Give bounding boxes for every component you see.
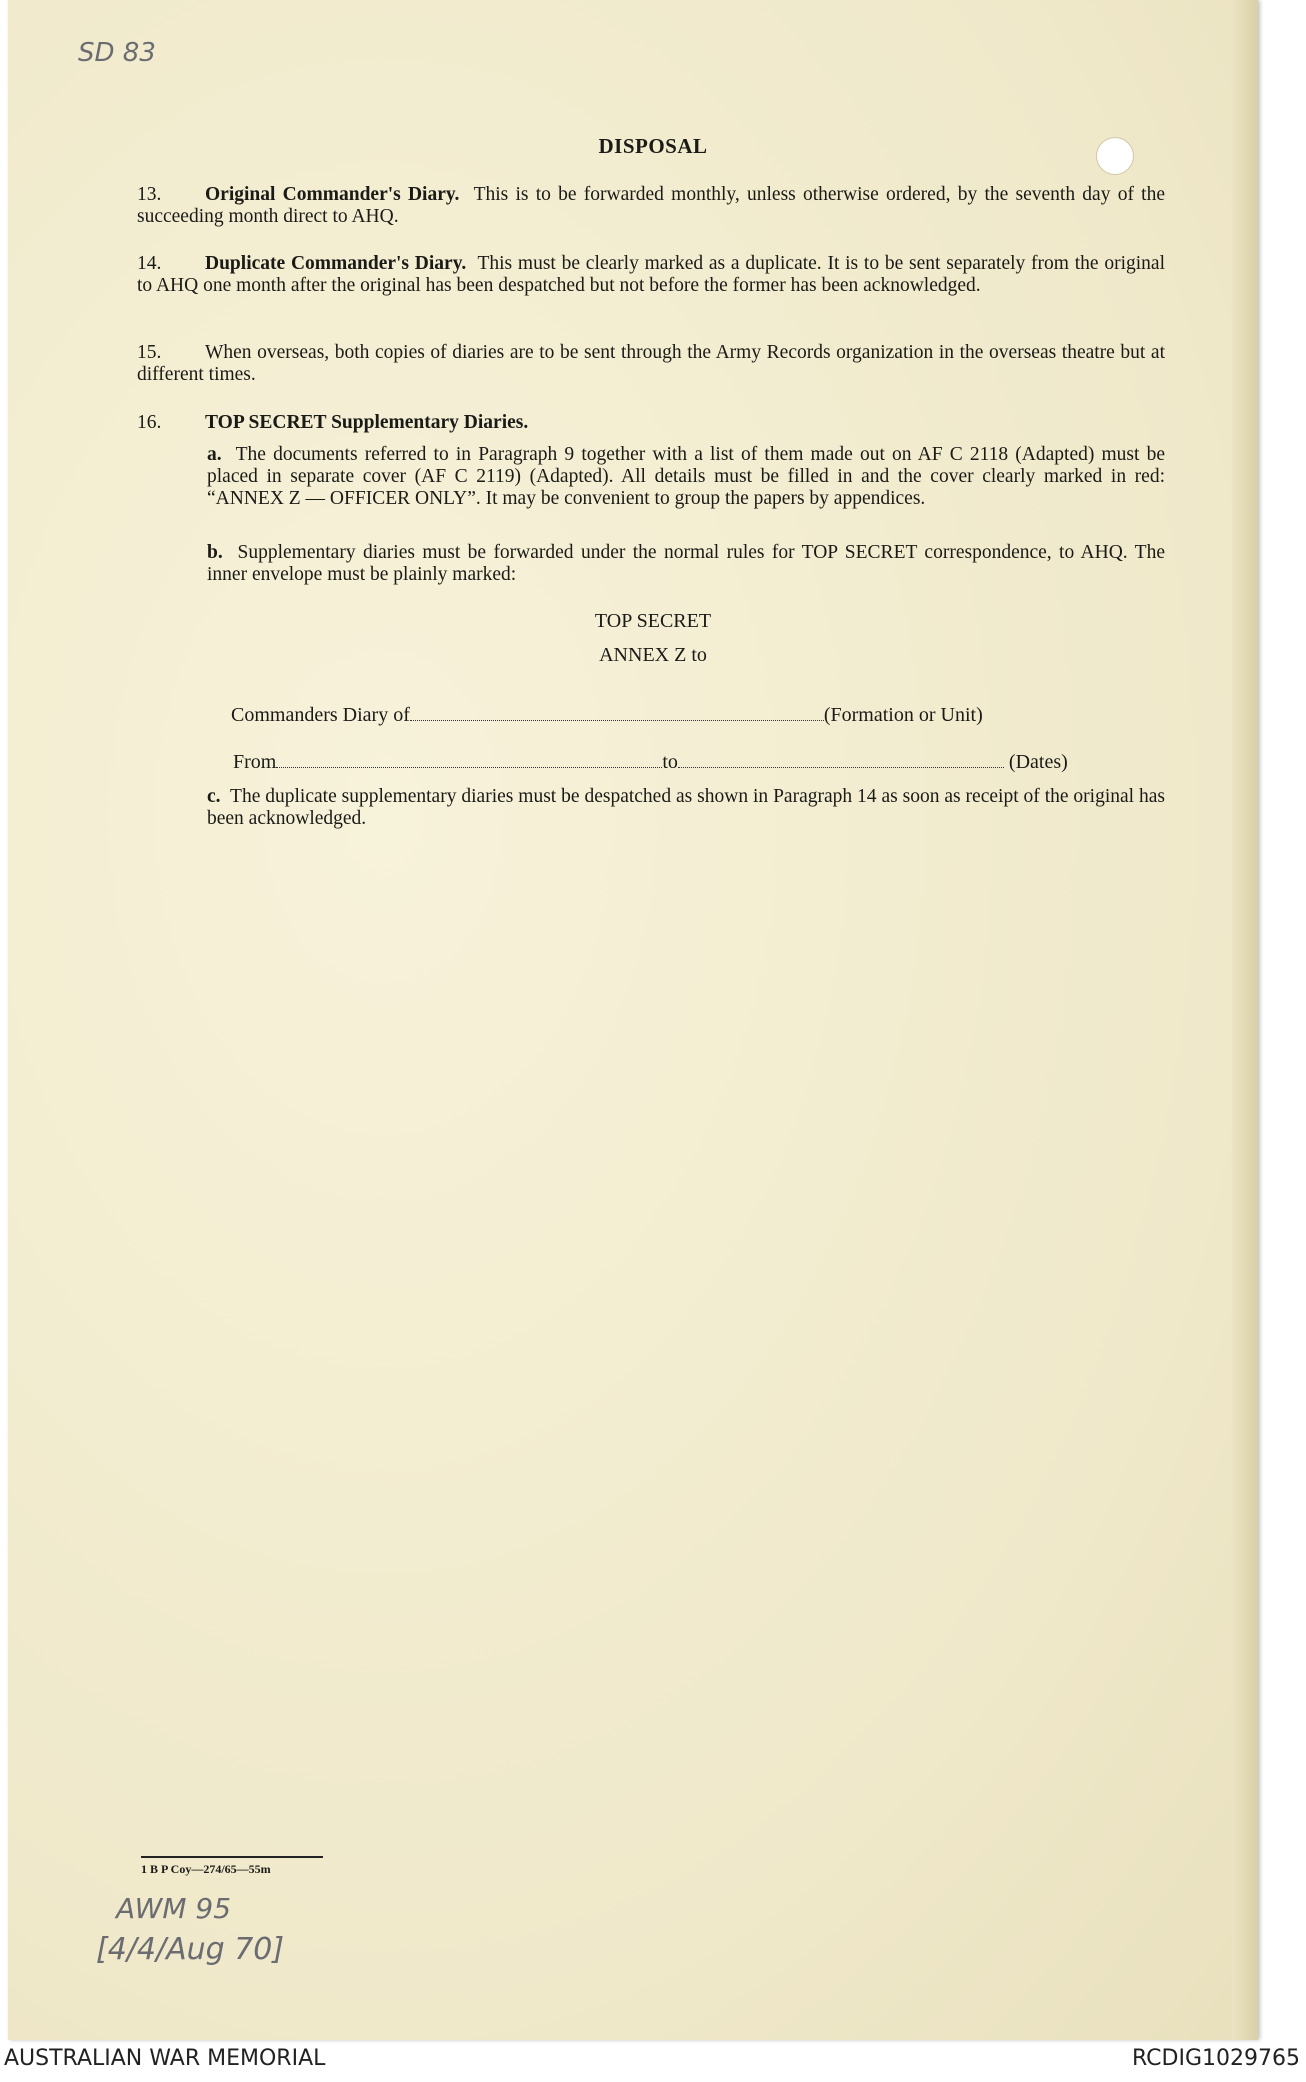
- paragraph-heading: TOP SECRET Supplementary Diaries.: [205, 412, 529, 433]
- paragraph-heading: Duplicate Commander's Diary.: [205, 253, 467, 274]
- dates-suffix: (Dates): [1008, 751, 1068, 773]
- subparagraph-text: The duplicate supplementary diaries must be despatched as shown in Paragraph 14 as soon as receipt of the original has been acknowledged.: [207, 786, 1165, 829]
- paragraph-text: This is to be forwarded monthly, unless otherwise ordered, by the seventh day of the succeeding month direct to AHQ.: [137, 184, 1166, 227]
- from-blank: [276, 767, 662, 768]
- diary-of-label: Commanders Diary of: [231, 704, 410, 726]
- formation-blank: [410, 720, 824, 721]
- footer-institution: AUSTRALIAN WAR MEMORIAL: [4, 2046, 326, 2071]
- diary-of-line: [231, 704, 983, 727]
- subparagraph-text: The documents referred to in Paragraph 9 together with a list of them made out on AF C 2118 (Adapted) must be placed in separate cover (AF C 2119) (Adapted). All details must be filled in and the cover clearly marked in red: “ANNEX Z — OFFICER ONLY”. It may be convenient to group the papers by appendices.: [207, 444, 1165, 509]
- subparagraph-16c: [207, 786, 1165, 830]
- subparagraph-letter: b.: [207, 542, 223, 563]
- from-to-line: [233, 751, 1068, 774]
- to-blank: [678, 767, 1004, 768]
- envelope-line-top-secret: TOP SECRET: [594, 610, 712, 632]
- formation-suffix: (Formation or Unit): [823, 704, 983, 726]
- paragraph-number: 14.: [137, 253, 162, 274]
- envelope-line-annex: ANNEX Z to: [599, 644, 707, 666]
- subparagraph-letter: a.: [207, 444, 222, 465]
- handwritten-reference: SD 83: [78, 38, 156, 68]
- subparagraph-text: Supplementary diaries must be forwarded under the normal rules for TOP SECRET correspondence, to AHQ. The inner envelope must be plainly marked:: [207, 542, 1165, 585]
- from-label: From: [233, 751, 277, 773]
- paragraph-15: [137, 342, 1165, 386]
- paragraph-number: 16.: [137, 412, 162, 433]
- paragraph-14: [137, 253, 1165, 297]
- to-label: to: [662, 751, 678, 773]
- print-code-rule: [141, 1856, 323, 1858]
- handwritten-series: AWM 95: [116, 1892, 232, 1925]
- paragraph-number: 15.: [137, 342, 162, 363]
- section-title: DISPOSAL: [598, 134, 708, 158]
- footer-record-id: RCDIG1029765: [1131, 2046, 1300, 2071]
- paragraph-text: When overseas, both copies of diaries are to be sent through the Army Records organization in the overseas theatre but at different times.: [137, 342, 1165, 385]
- document-page: [8, 0, 1258, 2040]
- subparagraph-letter: c.: [207, 786, 221, 807]
- paper-edge: [1232, 0, 1258, 2040]
- paragraph-text: This must be clearly marked as a duplicate. It is to be sent separately from the original to AHQ one month after the original has been despatched but not before the former has been acknowledged.: [137, 253, 1165, 296]
- paragraph-13: [137, 184, 1165, 228]
- subparagraph-16a: [207, 444, 1165, 510]
- paragraph-heading: Original Commander's Diary.: [205, 184, 460, 205]
- subparagraph-16b: [207, 542, 1165, 586]
- handwritten-item: [4/4/Aug 70]: [96, 1932, 285, 1967]
- print-code: 1 B P Coy—274/65—55m: [141, 1862, 271, 1876]
- paragraph-16: [137, 412, 1165, 434]
- paragraph-number: 13.: [137, 184, 162, 205]
